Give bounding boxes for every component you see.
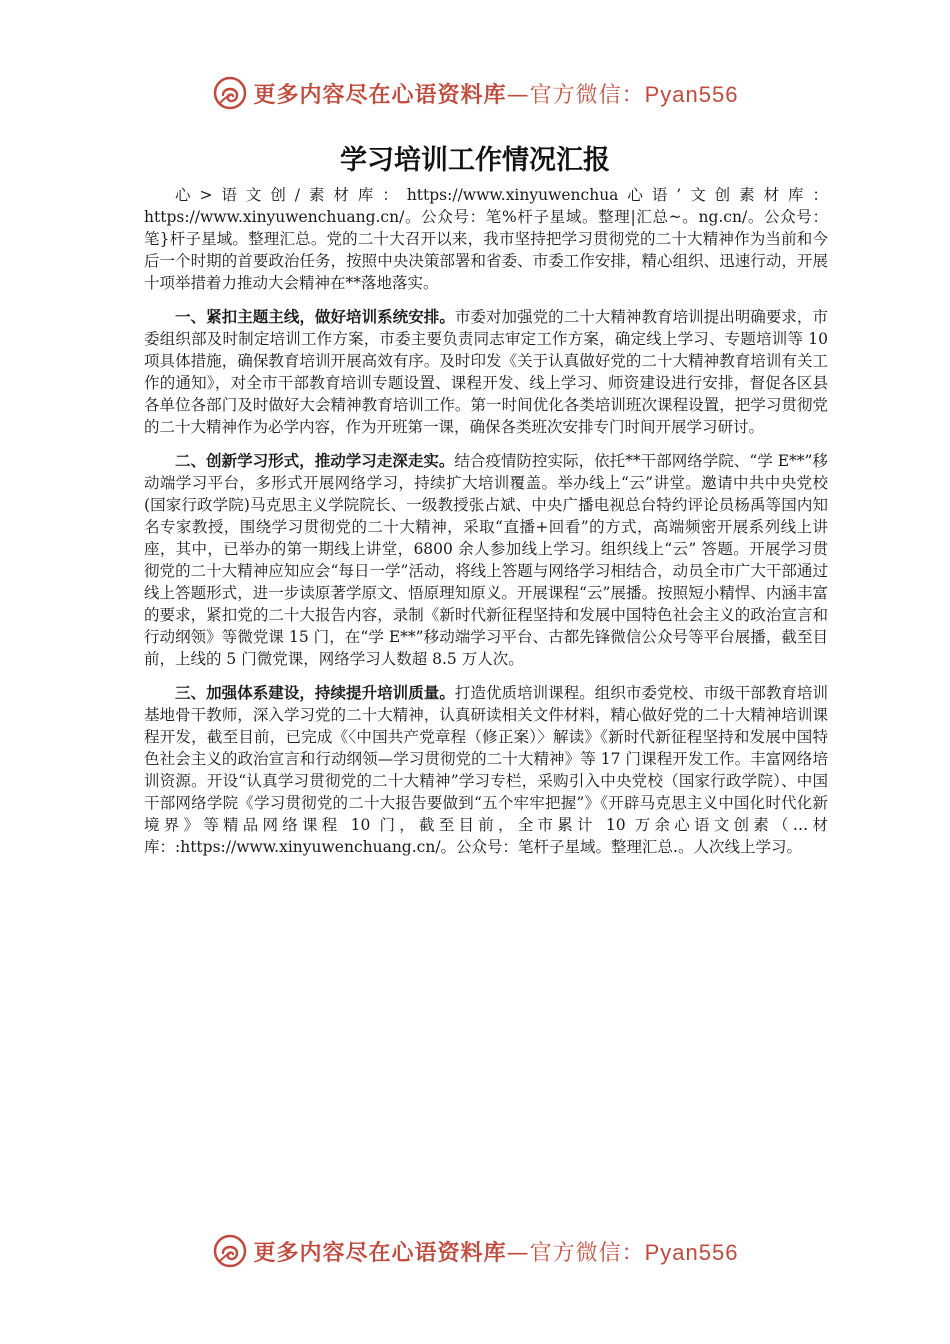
section-paragraph-1 [144, 306, 828, 438]
document-body [144, 184, 828, 870]
section-paragraph-2 [144, 450, 828, 670]
banner-text [254, 78, 739, 109]
rose-logo-icon [212, 75, 248, 111]
section-heading-3: 三、加强体系建设，持续提升培训质量。 [175, 684, 455, 702]
section-heading-2: 二、创新学习形式，推动学习走深走实。 [175, 452, 455, 470]
rose-logo-icon [212, 1233, 248, 1269]
intro-paragraph: 心>语文创/素材库：https://www.xinyuwenchua心语’文创素材库：https://www.xinyuwenchuang.cn/。公众号：笔%杆子星域。整理|汇总~。ng.cn/。公众号：笔}杆子星域。整理汇总。党的二十大召开以来，我市坚持把学习贯彻党的二十大精神作为当前和今后一个时期的首要政治任务，按照中央决策部署和省委、市委工作安排，精心组织、迅速行动，开展十项举措着力推动大会精神在**落地落实。 [144, 186, 828, 292]
section-heading-1: 一、紧扣主题主线，做好培训系统安排。 [175, 308, 455, 326]
section-body-1: 市委对加强党的二十大精神教育培训提出明确要求，市委组织部及时制定培训工作方案，市委主要负责同志审定工作方案，确定线上学习、专题培训等 10 项具体措施，确保教育培训开展高效有序。及时印发《关于认真做好党的二十大精神教育培训有关工作的通知》，对全市干部教育培训专题设置、课程开发、线上学习、师资建设进行安排，督促各区县各单位各部门及时做好大会精神教育培训工作。第一时间优化各类培训班次课程设置，把学习贯彻党的二十大精神作为必学内容，作为开班第一课，确保各类班次安排专门时间开展学习研讨。 [144, 308, 828, 436]
section-body-3: 打造优质培训课程。组织市委党校、市级干部教育培训基地骨干教师，深入学习党的二十大精神，认真研读相关文件材料，精心做好党的二十大精神培训课程开发，截至目前，已完成《〈中国共产党章程（修正案）〉解读》《新时代新征程坚持和发展中国特色社会主义的政治宣言和行动纲领—学习贯彻党的二十大精神》等 17 门课程开发工作。丰富网络培训资源。开设“认真学习贯彻党的二十大精神”学习专栏，采购引入中央党校（国家行政学院）、中国干部网络学院《学习贯彻党的二十大报告要做到“五个牢牢把握”》《开辟马克思主义中国化时代化新境界》等精品网络课程 10 门，截至目前，全市累计 10 万余心语文创素（…材库：:https://www.xinyuwenchuang.cn/。公众号：笔杆子星域。整理汇总.。人次线上学习。 [144, 684, 828, 856]
banner-main-text: 更多内容尽在心语资料库 [253, 82, 507, 108]
banner-text [254, 1236, 739, 1267]
banner-dash: — [506, 1240, 530, 1266]
document-title: 学习培训工作情况汇报 [340, 145, 610, 176]
section-paragraph-3 [144, 682, 828, 858]
banner-wechat-label: 官方微信： [529, 1240, 645, 1266]
banner-dash: — [506, 82, 530, 108]
header-banner [0, 68, 950, 118]
footer-banner [0, 1226, 950, 1276]
banner-main-text: 更多内容尽在心语资料库 [253, 1240, 507, 1266]
section-body-2: 结合疫情防控实际，依托**干部网络学院、“学 E**”移动端学习平台，多形式开展网络学习，持续扩大培训覆盖。举办线上“云”讲堂。邀请中共中央党校(国家行政学院)马克思主义学院院长、一级教授张占斌、中央广播电视总台特约评论员杨禹等国内知名专家教授，围绕学习贯彻党的二十大精神，采取“直播+回看”的方式，高端频密开展系列线上讲座，其中，已举办的第一期线上讲堂，6800 余人参加线上学习。组织线上“云” 答题。开展学习贯彻党的二十大精神应知应会“每日一学”活动，将线上答题与网络学习相结合，动员全市广大干部通过线上答题形式，进一步读原著学原文、悟原理知原义。开展课程“云”展播。按照短小精悍、内涵丰富的要求，紧扣党的二十大报告内容，录制《新时代新征程坚持和发展中国特色社会主义的政治宣言和行动纲领》等微党课 15 门，在“学 E**”移动端学习平台、古都先锋微信公众号等平台展播，截至目前，上线的 5 门微党课，网络学习人数超 8.5 万人次。 [144, 452, 828, 668]
banner-wechat-label: 官方微信： [529, 82, 645, 108]
banner-wechat-id: Pyan556 [644, 1239, 739, 1265]
banner-wechat-id: Pyan556 [644, 81, 739, 107]
